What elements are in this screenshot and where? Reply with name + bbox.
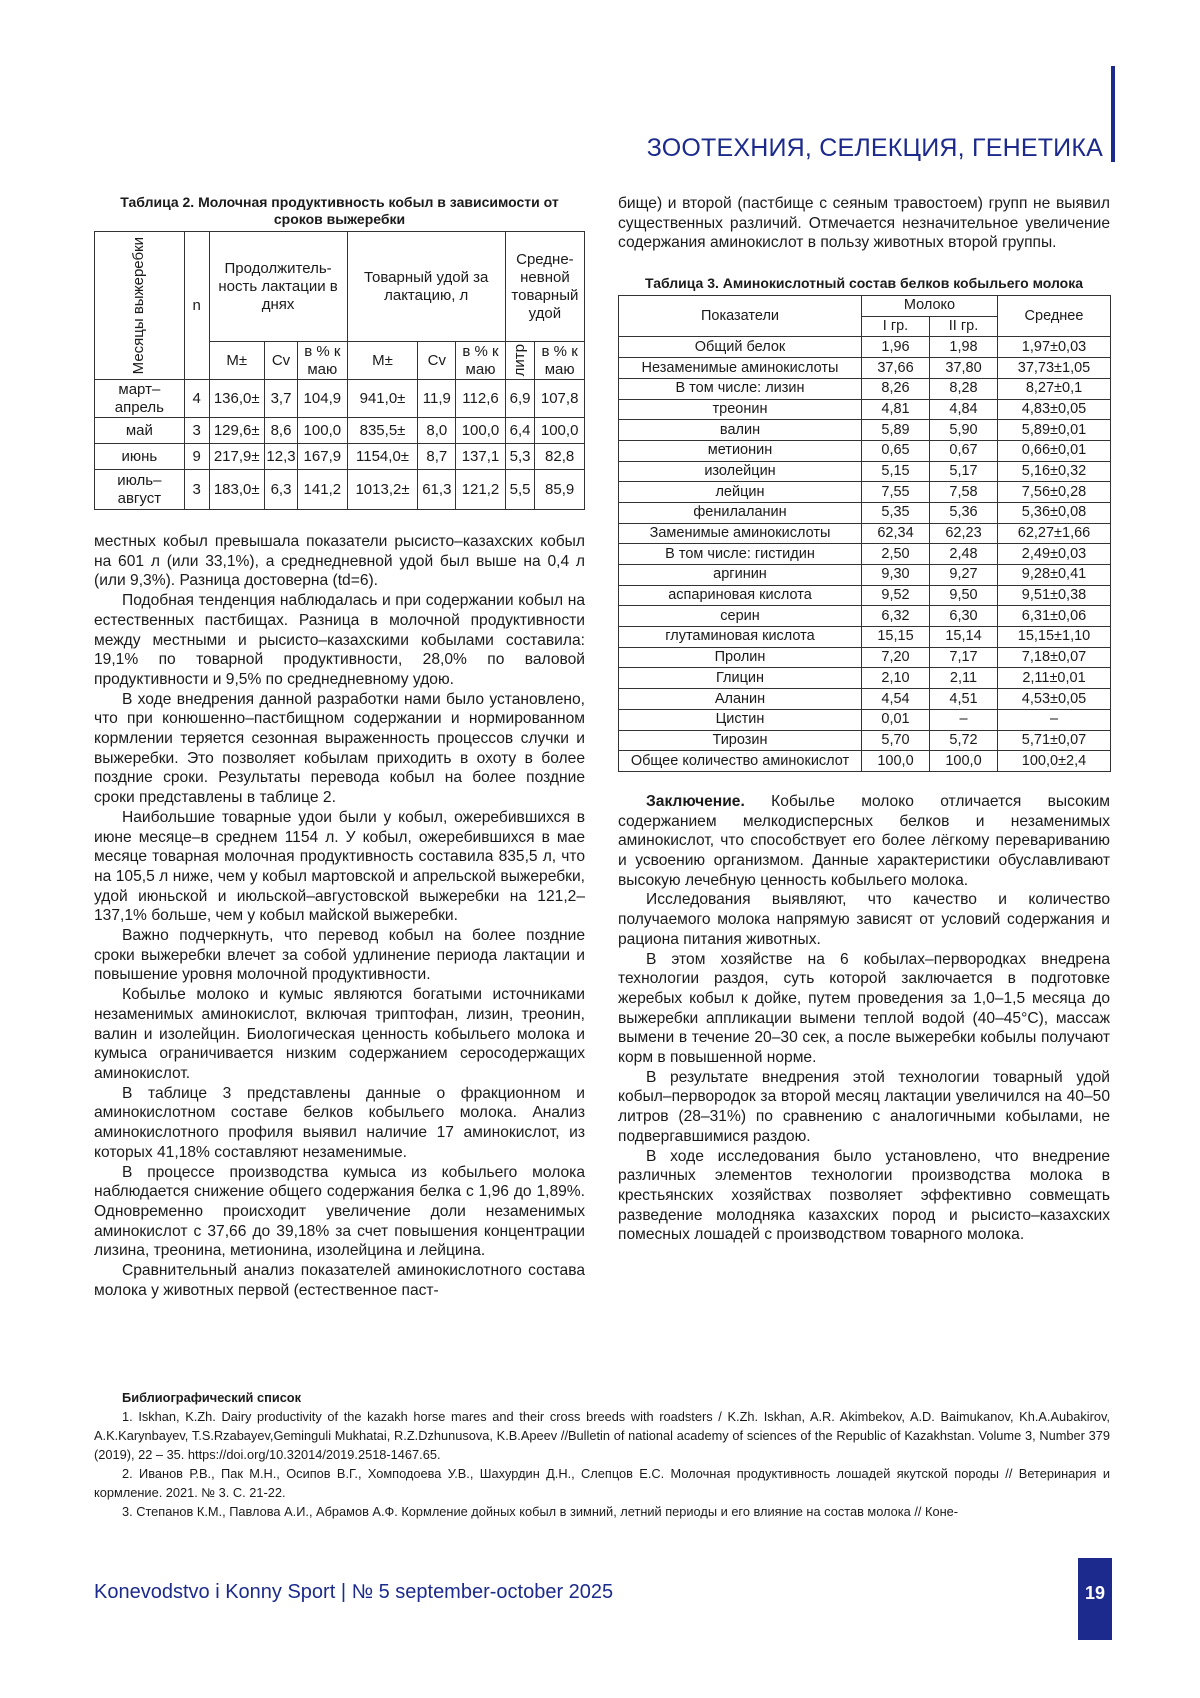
- table-cell: 4,53±0,05: [998, 689, 1111, 710]
- table-cell: 8,6: [264, 418, 297, 444]
- table-cell: 129,6±: [209, 418, 264, 444]
- bibliography-item: 3. Степанов К.М., Павлова А.И., Абрамов А.Ф. Кормление дойных кобыл в зимний, летний периоды и его влияние на состав молока // Коне-: [122, 1504, 959, 1519]
- table-cell: метионин: [619, 440, 862, 461]
- paragraph: Наибольшие товарные удои были у кобыл, ожеребившихся в июне месяце–в среднем 1154 л. У кобыл, ожеребившихся в мае месяце товарная молочная продуктивность составила 835,5 л, что на 105,5 л ниже, чем у кобыл мартовской и апрельской выжеребки, удой июньской и июльской–августовской выжеребки на 121,2–137,1% больше, чем у кобыл майской выжеребки.: [94, 808, 585, 925]
- table-cell: глутаминовая кислота: [619, 627, 862, 648]
- table-cell: 1,96: [862, 337, 930, 358]
- table-cell: 4,54: [862, 689, 930, 710]
- table3-head-group1: I гр.: [862, 316, 930, 337]
- table-cell: 15,14: [930, 627, 998, 648]
- table-cell: 0,65: [862, 440, 930, 461]
- table-cell: 8,26: [862, 378, 930, 399]
- table-row: [619, 523, 1111, 544]
- paragraph: В ходе внедрения данной разработки нами было установлено, что при конюшенно–пастбищном содержании и нормированном кормлении теряется сезонная выраженность процессов случки и выжеребки. Это позволяет кобылам приходить в охоту в более поздние сроки. Результаты перевода кобыл на более поздние сроки представлены в таблице 2.: [94, 690, 585, 807]
- table-cell: 4: [184, 380, 209, 418]
- table-cell: лейцин: [619, 482, 862, 503]
- table-cell: 7,56±0,28: [998, 482, 1111, 503]
- paragraph: В этом хозяйстве на 6 кобылах–первородках внедрена технологии раздоя, суть которой заключается в подготовке жеребых кобыл к дойке, путем проведения за 1,0–1,5 месяца до выжеребки аппликации вымени теплой водой (40–45°С), массаж вымени в течение 20–30 сек, а после выжеребки кобылы получают корм в повышенной норме.: [618, 950, 1110, 1067]
- table2-sub-pct: в % к маю: [298, 342, 348, 380]
- table-cell: 6,32: [862, 606, 930, 627]
- table-cell: 5,17: [930, 461, 998, 482]
- table-cell: март–апрель: [95, 380, 185, 418]
- table-cell: 9,52: [862, 585, 930, 606]
- table-cell: Пролин: [619, 647, 862, 668]
- table-cell: 121,2: [456, 470, 506, 510]
- table-cell: фенилаланин: [619, 502, 862, 523]
- table-cell: 62,23: [930, 523, 998, 544]
- table-cell: 9,50: [930, 585, 998, 606]
- table-cell: 7,17: [930, 647, 998, 668]
- table-cell: май: [95, 418, 185, 444]
- paragraph: Сравнительный анализ показателей аминокислотного состава молока у животных первой (естественное паст-: [94, 1262, 585, 1299]
- table-cell: 136,0±: [209, 380, 264, 418]
- table-cell: 100,0: [535, 418, 585, 444]
- table-cell: Общий белок: [619, 337, 862, 358]
- table-row: [95, 470, 585, 510]
- table-cell: 112,6: [456, 380, 506, 418]
- table-cell: 6,4: [505, 418, 535, 444]
- table-cell: 61,3: [418, 470, 456, 510]
- table-cell: валин: [619, 420, 862, 441]
- table-cell: 0,66±0,01: [998, 440, 1111, 461]
- table-row: [619, 420, 1111, 441]
- table-cell: 1013,2±: [347, 470, 418, 510]
- table3-head-milk: Молоко: [862, 296, 998, 317]
- table-cell: 2,10: [862, 668, 930, 689]
- table-cell: 0,01: [862, 709, 930, 730]
- table-cell: 835,5±: [347, 418, 418, 444]
- table-row: [619, 358, 1111, 379]
- header-accent-line: [1111, 66, 1115, 162]
- paragraph: Исследования выявляют, что качество и количество получаемого молока напрямую зависят от условий содержания и рациона питания животных.: [618, 891, 1110, 948]
- paragraph: В процессе производства кумыса из кобыльего молока наблюдается снижение общего содержания белка с 1,96 до 1,89%. Одновременно происходит увеличение доли незаменимых аминокислот с 37,66 до 39,18% за счет повышения концентрации лизина, треонина, метионина, изолейцина и лейцина.: [94, 1163, 585, 1260]
- table-cell: Незаменимые аминокислоты: [619, 358, 862, 379]
- table-cell: 0,67: [930, 440, 998, 461]
- table-cell: 1154,0±: [347, 444, 418, 470]
- table-row: [619, 440, 1111, 461]
- table2-sub-liter: литр: [505, 342, 535, 380]
- table-cell: 5,36±0,08: [998, 502, 1111, 523]
- table-cell: 4,51: [930, 689, 998, 710]
- table-cell: 37,73±1,05: [998, 358, 1111, 379]
- table-cell: 5,36: [930, 502, 998, 523]
- table-cell: 6,3: [264, 470, 297, 510]
- bibliography-item: 1. Iskhan, K.Zh. Dairy productivity of the kazakh horse mares and their cross breeds with roadsters / K.Zh. Iskhan, A.R. Akimbekov, A.D. Baimukanov, Kh.A.Aubakirov, A.K.Karynbayev, T.S.Rzabayev,Geminguli Mukhatai, R.Z.Dzhunusova, K.B.Apeev //Bulletin of national academy of sciences of the Republic of Kazakhstan. Volume 3, Number 379 (2019), 22 – 35. https://doi.org/10.32014/2019.2518-1467.65.: [94, 1409, 1110, 1462]
- table-cell: Глицин: [619, 668, 862, 689]
- table-cell: 2,49±0,03: [998, 544, 1111, 565]
- table-cell: 137,1: [456, 444, 506, 470]
- table-cell: 8,27±0,1: [998, 378, 1111, 399]
- table3: [618, 295, 1111, 772]
- table3-head-group2: II гр.: [930, 316, 998, 337]
- conclusion-body: Кобылье молоко отличается высоким содержанием мелкодисперсных белков и незаменимых аминокислот, что способствует его более лёгкому перевариванию и усвоению организмом. Данные характеристики обуславливают высокую лечебную ценность кобыльего молока.: [618, 792, 1110, 889]
- table-cell: 3,7: [264, 380, 297, 418]
- table-cell: Тирозин: [619, 730, 862, 751]
- table-cell: 5,90: [930, 420, 998, 441]
- table-cell: В том числе: гистидин: [619, 544, 862, 565]
- paragraph: [618, 792, 1110, 891]
- table-row: [619, 502, 1111, 523]
- table-cell: 7,18±0,07: [998, 647, 1111, 668]
- table-cell: 5,5: [505, 470, 535, 510]
- table-cell: 2,11: [930, 668, 998, 689]
- table-cell: 9: [184, 444, 209, 470]
- paragraph: Важно подчеркнуть, что перевод кобыл на более поздние сроки выжеребки влечет за собой удлинение периода лактации и повышение уровня молочной продуктивности.: [94, 927, 585, 984]
- table-cell: 1,97±0,03: [998, 337, 1111, 358]
- table-cell: Цистин: [619, 709, 862, 730]
- table-cell: треонин: [619, 399, 862, 420]
- table-cell: 7,58: [930, 482, 998, 503]
- table-row: [619, 709, 1111, 730]
- table-cell: 4,84: [930, 399, 998, 420]
- table-cell: 85,9: [535, 470, 585, 510]
- table-cell: 9,51±0,38: [998, 585, 1111, 606]
- table2-caption: Таблица 2. Молочная продуктивность кобыл в зависимости от сроков выжеребки: [120, 194, 559, 227]
- table-cell: 3: [184, 418, 209, 444]
- table2-head-avg-yield: Средне-невной товарный удой: [505, 232, 584, 342]
- table-cell: В том числе: лизин: [619, 378, 862, 399]
- table-cell: Общее количество аминокислот: [619, 751, 862, 772]
- table-row: [619, 482, 1111, 503]
- table-cell: 6,31±0,06: [998, 606, 1111, 627]
- table-cell: –: [998, 709, 1111, 730]
- table-cell: 8,7: [418, 444, 456, 470]
- table2-sub-pct: в % к маю: [456, 342, 506, 380]
- table-cell: 5,71±0,07: [998, 730, 1111, 751]
- table-cell: 104,9: [298, 380, 348, 418]
- paragraph: местных кобыл превышала показатели рысисто–казахских кобыл на 601 л (или 33,1%), а среднедневной удой был выше на 0,4 л (или 9,3%). Разница достоверна (td=6).: [94, 533, 585, 590]
- right-column: [618, 194, 1110, 1245]
- table2: [94, 231, 585, 510]
- table2-sub-cv: Cv: [264, 342, 297, 380]
- table-cell: 2,48: [930, 544, 998, 565]
- table-cell: аргинин: [619, 565, 862, 586]
- conclusion-label: Заключение.: [646, 792, 745, 810]
- table2-head-milk-yield: Товарный удой за лактацию, л: [347, 232, 505, 342]
- table-cell: 6,9: [505, 380, 535, 418]
- table-cell: 11,9: [418, 380, 456, 418]
- table-row: [619, 606, 1111, 627]
- table2-sub-m: М±: [347, 342, 418, 380]
- table-row: [619, 751, 1111, 772]
- table-cell: 941,0±: [347, 380, 418, 418]
- table2-sub-pct: в % к маю: [535, 342, 585, 380]
- table-cell: 8,0: [418, 418, 456, 444]
- table2-head-n: n: [184, 232, 209, 380]
- conclusion-text: [618, 792, 1110, 1245]
- table-cell: 217,9±: [209, 444, 264, 470]
- table-row: [619, 668, 1111, 689]
- table-cell: 6,30: [930, 606, 998, 627]
- table-cell: июнь: [95, 444, 185, 470]
- table-row: [619, 337, 1111, 358]
- table-cell: 15,15: [862, 627, 930, 648]
- bibliography-item: 2. Иванов Р.В., Пак М.Н., Осипов В.Г., Хомподоева У.В., Шахурдин Д.Н., Слепцов Е.С. Молочная продуктивность лошадей якутской породы // Ветеринария и кормление. 2021. № 3. С. 21-22.: [94, 1466, 1110, 1500]
- table-row: [619, 585, 1111, 606]
- table-row: [95, 444, 585, 470]
- paragraph: В таблице 3 представлены данные о фракционном и аминокислотном составе белков кобыльего молока. Анализ аминокислотного профиля выявил наличие 17 аминокислот, из которых 41,18% составляют незаменимые.: [94, 1084, 585, 1161]
- table-cell: 4,83±0,05: [998, 399, 1111, 420]
- page-number: 19: [1078, 1558, 1112, 1640]
- table-cell: 5,16±0,32: [998, 461, 1111, 482]
- table-cell: 141,2: [298, 470, 348, 510]
- table-cell: 3: [184, 470, 209, 510]
- table-cell: 5,35: [862, 502, 930, 523]
- table-cell: 2,11±0,01: [998, 668, 1111, 689]
- table-cell: 5,15: [862, 461, 930, 482]
- table-row: [619, 647, 1111, 668]
- table-row: [95, 418, 585, 444]
- left-column: [94, 194, 585, 1300]
- paragraph: бище) и второй (пастбище с сеяным травостоем) групп не выявил существенных различий. Отмечается незначительное увеличение содержания аминокислот в пользу животных второй группы.: [618, 195, 1110, 252]
- table-cell: 4,81: [862, 399, 930, 420]
- table-cell: 5,89: [862, 420, 930, 441]
- table-row: [95, 380, 585, 418]
- table-cell: 5,89±0,01: [998, 420, 1111, 441]
- table-cell: 100,0: [298, 418, 348, 444]
- section-title: ЗООТЕХНИЯ, СЕЛЕКЦИЯ, ГЕНЕТИКА: [646, 134, 1103, 162]
- table-cell: Заменимые аминокислоты: [619, 523, 862, 544]
- bibliography: [94, 1388, 1110, 1521]
- table-row: [619, 689, 1111, 710]
- table2-head-lactation: Продолжитель-ность лактации в днях: [209, 232, 347, 342]
- table2-head-months: Месяцы выжеребки: [95, 232, 185, 380]
- paragraph: В результате внедрения этой технологии товарный удой кобыл–первородок за второй месяц лактации увеличился на 40–50 литров (28–31%) по сравнению с аналогичными кобылами, не подвергавшимися раздою.: [618, 1068, 1110, 1145]
- table-cell: 9,27: [930, 565, 998, 586]
- table3-head-average: Среднее: [998, 296, 1111, 337]
- table-row: [619, 544, 1111, 565]
- table-row: [619, 399, 1111, 420]
- table-row: [619, 461, 1111, 482]
- bibliography-title: Библиографический список: [122, 1390, 302, 1405]
- journal-footer: Konevodstvo i Konny Sport | № 5 september-october 2025: [94, 1581, 614, 1603]
- table-cell: 100,0: [456, 418, 506, 444]
- table-cell: 183,0±: [209, 470, 264, 510]
- table-cell: 167,9: [298, 444, 348, 470]
- table-cell: 37,80: [930, 358, 998, 379]
- paragraph: Кобылье молоко и кумыс являются богатыми источниками незаменимых аминокислот, включая триптофан, лизин, треонин, валин и изолейцин. Биологическая ценность кобыльего молока и кумыса ограничивается низким содержанием серосодержащих аминокислот.: [94, 986, 585, 1082]
- table-row: [619, 565, 1111, 586]
- table-cell: 82,8: [535, 444, 585, 470]
- table-cell: 5,70: [862, 730, 930, 751]
- right-text: [618, 194, 1110, 253]
- table-cell: 9,30: [862, 565, 930, 586]
- table-cell: 62,27±1,66: [998, 523, 1111, 544]
- table-cell: 5,3: [505, 444, 535, 470]
- table-cell: серин: [619, 606, 862, 627]
- table-cell: –: [930, 709, 998, 730]
- table-cell: 37,66: [862, 358, 930, 379]
- table-cell: 15,15±1,10: [998, 627, 1111, 648]
- table-row: [619, 378, 1111, 399]
- table-cell: 62,34: [862, 523, 930, 544]
- table-cell: 7,55: [862, 482, 930, 503]
- table3-caption: Таблица 3. Аминокислотный состав белков кобыльего молока: [644, 275, 1084, 292]
- table-cell: 9,28±0,41: [998, 565, 1111, 586]
- table-cell: 5,72: [930, 730, 998, 751]
- paragraph: В ходе исследования было установлено, что внедрение различных элементов технологии производства молока в крестьянских хозяйствах позволяет эффективно совмещать разведение молодняка казахских пород и рысисто–казахских помесных лошадей с производством товарного молока.: [618, 1147, 1110, 1244]
- table-cell: 12,3: [264, 444, 297, 470]
- table-cell: 100,0±2,4: [998, 751, 1111, 772]
- table2-sub-cv: Cv: [418, 342, 456, 380]
- table-cell: изолейцин: [619, 461, 862, 482]
- table-cell: 1,98: [930, 337, 998, 358]
- table-row: [619, 627, 1111, 648]
- table-cell: аспариновая кислота: [619, 585, 862, 606]
- table-cell: 100,0: [930, 751, 998, 772]
- table2-sub-m: М±: [209, 342, 264, 380]
- table-cell: июль–август: [95, 470, 185, 510]
- paragraph: Подобная тенденция наблюдалась и при содержании кобыл на естественных пастбищах. Разница в молочной продуктивности между местными и рысисто–казахскими кобылами составила: 19,1% по товарной продуктивности, 28,0% по валовой продуктивности и 9,5% по среднедневному удою.: [94, 592, 585, 688]
- table-cell: Аланин: [619, 689, 862, 710]
- table3-head-indicators: Показатели: [619, 296, 862, 337]
- table-row: [619, 730, 1111, 751]
- left-text: [94, 532, 585, 1300]
- table-cell: 2,50: [862, 544, 930, 565]
- table-cell: 7,20: [862, 647, 930, 668]
- table-cell: 8,28: [930, 378, 998, 399]
- table-cell: 107,8: [535, 380, 585, 418]
- table-cell: 100,0: [862, 751, 930, 772]
